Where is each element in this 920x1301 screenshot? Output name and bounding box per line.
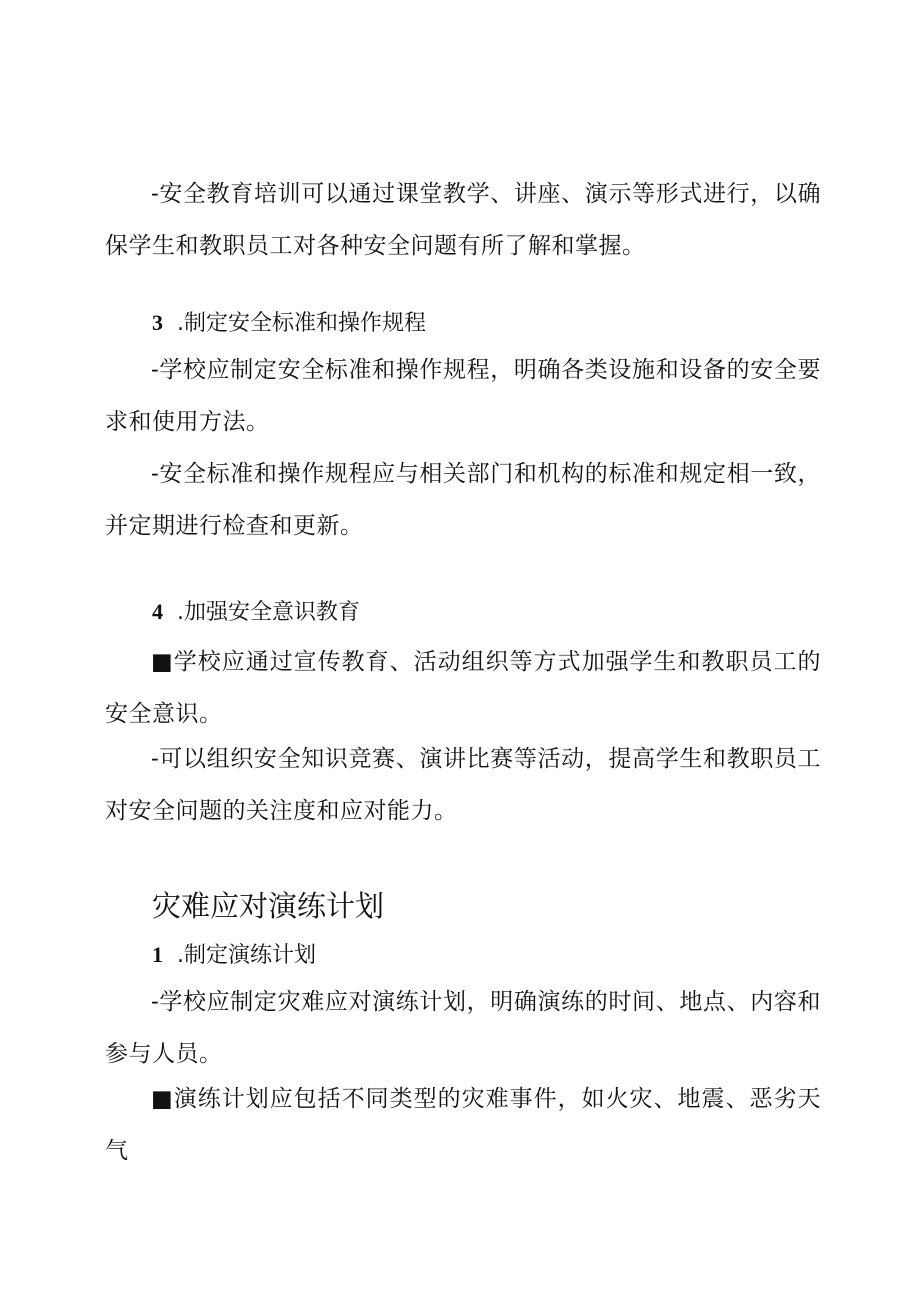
section-title: 灾难应对演练计划: [152, 889, 385, 923]
paragraph-safety-training: -安全教育培训可以通过课堂教学、讲座、演示等形式进行，以确保学生和教职员工对各种安全问题有所了解和掌握。: [105, 181, 821, 259]
heading-text: .制定安全标准和操作规程: [177, 311, 426, 336]
paragraph-drill-types: ■演练计划应包括不同类型的灾难事件，如火灾、地震、恶劣天气: [105, 1086, 821, 1164]
paragraph-awareness: ■学校应通过宣传教育、活动组织等方式加强学生和教职员工的安全意识。: [105, 649, 821, 727]
heading-item-1: [152, 940, 316, 971]
heading-text: .制定演练计划: [177, 943, 316, 968]
paragraph-competitions: -可以组织安全知识竞赛、演讲比赛等活动，提高学生和教职员工对安全问题的关注度和应对能力。: [105, 746, 821, 824]
heading-number: 4: [152, 599, 163, 624]
paragraph-drill-plan: -学校应制定灾难应对演练计划，明确演练的时间、地点、内容和参与人员。: [105, 989, 821, 1067]
paragraph-standards: -学校应制定安全标准和操作规程，明确各类设施和设备的安全要求和使用方法。: [105, 357, 821, 435]
heading-number: 1: [152, 942, 163, 967]
heading-item-4: [152, 597, 360, 628]
heading-text: .加强安全意识教育: [177, 600, 360, 625]
heading-item-3: [152, 308, 426, 339]
paragraph-standards-consistency: -安全标准和操作规程应与相关部门和机构的标准和规定相一致，并定期进行检查和更新。: [105, 461, 821, 539]
heading-number: 3: [152, 310, 163, 335]
